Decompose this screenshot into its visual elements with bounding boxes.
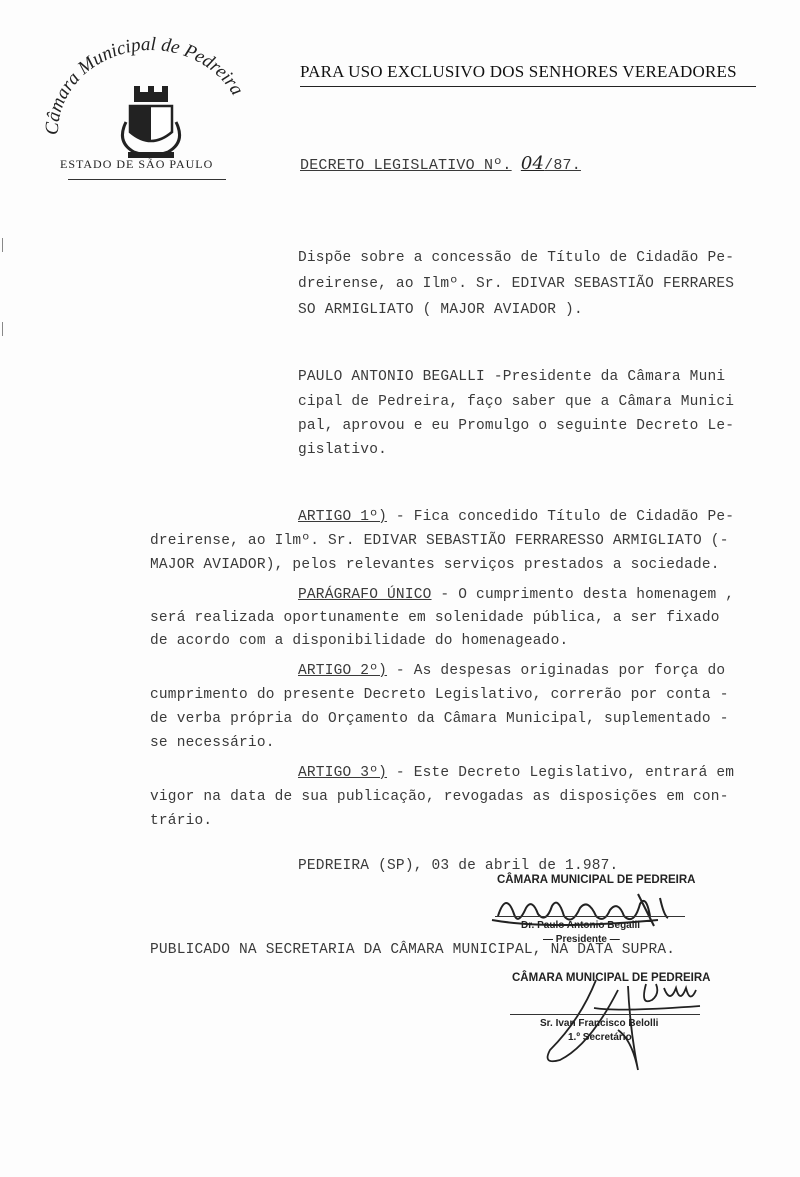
coat-of-arms-icon: [122, 86, 179, 158]
preamble-line: pal, aprovou e eu Promulgo o seguinte Decreto Le-: [298, 418, 735, 434]
exclusive-heading: PARA USO EXCLUSIVO DOS SENHORES VEREADORES: [300, 62, 737, 81]
publication-line: PUBLICADO NA SECRETARIA DA CÂMARA MUNICIPAL, NA DATA SUPRA.: [150, 942, 676, 958]
letterhead-logo: [28, 30, 268, 170]
article1-line: MAJOR AVIADOR), pelos relevantes serviços prestados a sociedade.: [150, 557, 720, 573]
decree-year: /87.: [544, 157, 581, 174]
article2-line: de verba própria do Orçamento da Câmara Municipal, suplementado -: [150, 711, 729, 727]
preamble-line: PAULO ANTONIO BEGALLI -Presidente da Câmara Muni: [298, 369, 726, 385]
article2-label: ARTIGO 2º): [298, 663, 388, 679]
summary-line: dreirense, ao Ilmº. Sr. EDIVAR SEBASTIÃO FERRARES: [298, 276, 735, 292]
scan-mark: [2, 322, 3, 336]
paragraph-first-line: PARÁGRAFO ÚNICO - O cumprimento desta homenagem ,: [298, 587, 735, 603]
date-line: PEDREIRA (SP), 03 de abril de 1.987.: [298, 858, 619, 874]
stamp-president-role: — Presidente —: [543, 934, 620, 945]
decree-title: [300, 153, 581, 174]
summary-line: SO ARMIGLIATO ( MAJOR AVIADOR ).: [298, 302, 583, 318]
stamp-secretary-name: Sr. Ivan Francisco Belolli: [540, 1018, 659, 1029]
stamp-president-org: CÂMARA MUNICIPAL DE PEDREIRA: [497, 874, 696, 886]
article1-first-line: ARTIGO 1º) - Fica concedido Título de Cidadão Pe-: [298, 509, 735, 525]
article2-line: se necessário.: [150, 735, 275, 751]
stamp-secretary-org: CÂMARA MUNICIPAL DE PEDREIRA: [512, 972, 711, 984]
paragraph-line: de acordo com a disponibilidade do homenageado.: [150, 633, 569, 649]
article3-first-line: ARTIGO 3º) - Este Decreto Legislativo, entrará em: [298, 765, 735, 781]
stamp-secretary-role: 1.º Secretário: [568, 1032, 632, 1043]
article1-line: dreirense, ao Ilmº. Sr. EDIVAR SEBASTIÃO FERRARESSO ARMIGLIATO (-: [150, 533, 729, 549]
article1-label: ARTIGO 1º): [298, 509, 388, 525]
preamble-line: gislativo.: [298, 442, 388, 458]
article3-label: ARTIGO 3º): [298, 765, 388, 781]
state-label: ESTADO DE SÃO PAULO: [60, 157, 214, 171]
article2-first-line: ARTIGO 2º) - As despesas originadas por força do: [298, 663, 726, 679]
signature-line: [510, 1014, 700, 1015]
article3-line: trário.: [150, 813, 213, 829]
preamble-line: cipal de Pedreira, faço saber que a Câmara Munici: [298, 394, 735, 410]
decree-number: 04: [520, 153, 545, 174]
scan-mark: [2, 238, 3, 252]
exclusive-underline: [300, 86, 756, 87]
state-underline: [68, 179, 226, 180]
stamp-president-name: Dr. Paulo Antonio Begalli: [521, 920, 641, 931]
signature-line: [495, 916, 685, 917]
decree-title-prefix: DECRETO LEGISLATIVO Nº.: [300, 157, 512, 174]
paragraph-label: PARÁGRAFO ÚNICO: [298, 587, 432, 603]
article2-line: cumprimento do presente Decreto Legislativo, correrão por conta -: [150, 687, 729, 703]
article3-line: vigor na data de sua publicação, revogadas as disposições em con-: [150, 789, 729, 805]
paragraph-line: será realizada oportunamente em solenidade pública, a ser fixado: [150, 610, 720, 626]
logo-arc-text: Câmara Municipal de Pedreira: [41, 33, 248, 136]
summary-line: Dispõe sobre a concessão de Título de Cidadão Pe-: [298, 250, 735, 266]
